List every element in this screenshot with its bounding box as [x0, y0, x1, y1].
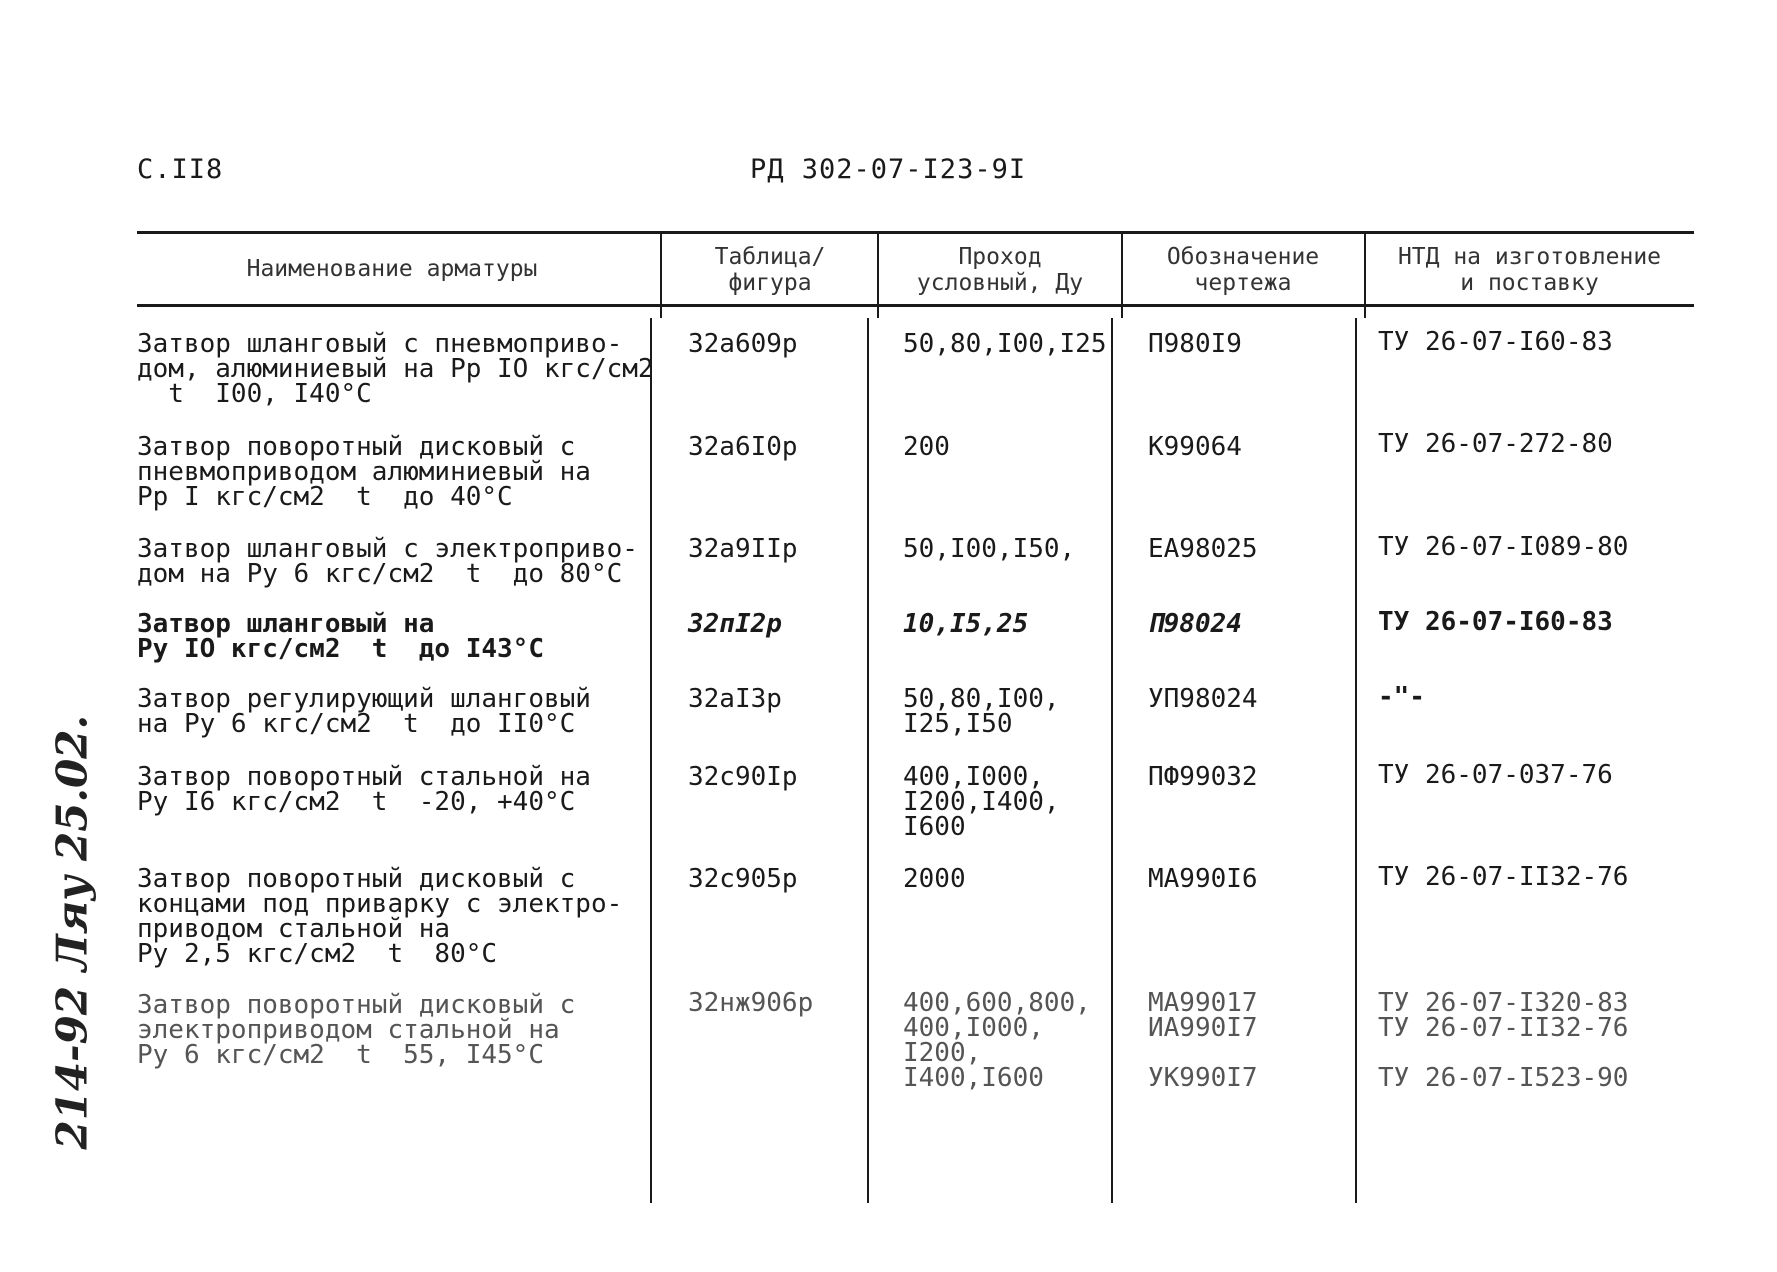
row-5-table: 32аI3р [688, 684, 782, 714]
header-bottom-border [137, 304, 1694, 307]
row-6-name: Затвор поворотный стальной на Ру I6 кгс/см2 t -20, +40°C [137, 762, 591, 817]
row-7-ntd: ТУ 26-07-II32-76 [1378, 862, 1629, 892]
row-4-drawing: П98024 [1148, 609, 1242, 639]
header-name: Наименование арматуры [246, 256, 538, 282]
column-divider-4-body [1355, 318, 1357, 1203]
row-1-name: Затвор шланговый с пневмоприво- дом, алюминиевый на Рр IO кгс/см2 t I00, I40°C [137, 329, 654, 409]
column-divider-4 [1364, 233, 1366, 318]
header-drawing: Обозначение чертежа [1166, 244, 1320, 296]
row-8-drawing: МА99017 ИА990I7 УК990I7 [1148, 988, 1258, 1093]
row-2-drawing: К99064 [1148, 432, 1242, 462]
page-number: С.II8 [137, 154, 224, 185]
row-7-dn: 2000 [903, 864, 966, 894]
row-2-table: 32а6I0р [688, 432, 798, 462]
row-4-ntd: ТУ 26-07-I60-83 [1378, 607, 1613, 637]
row-3-ntd: ТУ 26-07-I089-80 [1378, 532, 1629, 562]
row-1-drawing: П980I9 [1148, 329, 1242, 359]
row-1-table: 32а609р [688, 329, 798, 359]
row-5-ntd: -"- [1378, 682, 1425, 712]
header-ntd: НТД на изготовление и поставку [1397, 244, 1662, 296]
document-code: РД 302-07-I23-9I [750, 154, 1027, 185]
column-divider-2-body [867, 318, 869, 1203]
row-4-dn: 10,I5,25 [903, 609, 1029, 639]
row-7-drawing: МА990I6 [1148, 864, 1258, 894]
row-8-dn: 400,600,800, 400,I000, I200, I400,I600 [903, 988, 1091, 1093]
table-top-border [137, 231, 1694, 234]
row-6-dn: 400,I000, I200,I400, I600 [903, 762, 1060, 842]
row-4-name: Затвор шланговый на Ру IO кгс/см2 t до I43°C [137, 609, 544, 664]
row-3-name: Затвор шланговый с электроприво- дом на Ру 6 кгс/см2 t до 80°C [137, 534, 638, 589]
row-8-name: Затвор поворотный дисковый с электроприводом стальной на Ру 6 кгс/см2 t 55, I45°C [137, 990, 576, 1070]
handwritten-margin-note: 214-92 Ляу 25.02. [47, 714, 97, 1150]
row-7-table: 32с905р [688, 864, 798, 894]
row-3-table: 32а9IIр [688, 534, 798, 564]
row-3-dn: 50,I00,I50, [903, 534, 1076, 564]
row-7-name: Затвор поворотный дисковый с концами под приварку с электро- приводом стальной на Ру 2,5 кгс/см2 t 80°C [137, 864, 623, 969]
column-divider-1-body [650, 318, 652, 1203]
row-5-drawing: УП98024 [1148, 684, 1258, 714]
row-6-table: 32с90Iр [688, 762, 798, 792]
column-divider-3 [1121, 233, 1123, 318]
row-5-dn: 50,80,I00, I25,I50 [903, 684, 1060, 739]
column-divider-2 [877, 233, 879, 318]
column-divider-1 [660, 233, 662, 318]
row-6-ntd: ТУ 26-07-037-76 [1378, 760, 1613, 790]
row-6-drawing: ПФ99032 [1148, 762, 1258, 792]
column-divider-3-body [1111, 318, 1113, 1203]
row-3-drawing: ЕА98025 [1148, 534, 1258, 564]
row-1-dn: 50,80,I00,I25 [903, 329, 1107, 359]
row-4-table: 32пI2р [688, 609, 782, 639]
row-8-table: 32нж906р [688, 988, 814, 1018]
row-2-name: Затвор поворотный дисковый с пневмоприводом алюминиевый на Рр I кгс/см2 t до 40°C [137, 432, 591, 512]
row-8-ntd: ТУ 26-07-I320-83 ТУ 26-07-II32-76 ТУ 26-07-I523-90 [1378, 988, 1629, 1093]
row-2-dn: 200 [903, 432, 950, 462]
row-5-name: Затвор регулирующий шланговый на Ру 6 кгс/см2 t до II0°C [137, 684, 591, 739]
row-1-ntd: ТУ 26-07-I60-83 [1378, 327, 1613, 357]
header-dn: Проход условный, Ду [916, 244, 1084, 296]
row-2-ntd: ТУ 26-07-272-80 [1378, 429, 1613, 459]
header-table: Таблица/ фигура [714, 244, 826, 296]
